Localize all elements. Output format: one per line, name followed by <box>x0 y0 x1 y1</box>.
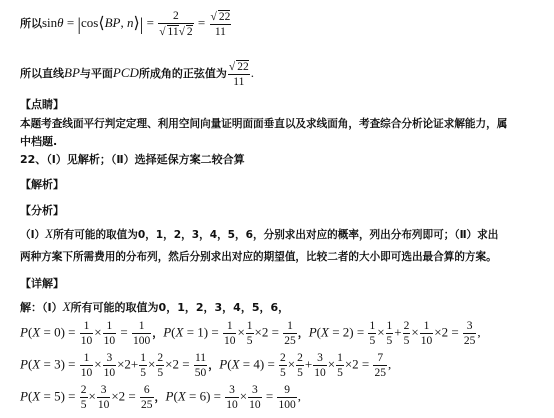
sin-expression: sinθ = <box>42 15 78 30</box>
question-22: 22、（Ⅰ）见解析；（Ⅱ）选择延保方案二较合算 <box>20 153 245 166</box>
frac-sqrt22-over-11-b: $\frac{√ 22}{11}$ <box>228 61 249 88</box>
heading-dianjing: 【点睛】 <box>20 98 64 111</box>
heading-jiexi: 【解析】 <box>20 178 64 191</box>
heading-xiangjie: 【详解】 <box>20 277 64 290</box>
dianjing-text-1: 本题考查线面平行判定定理、利用空间向量证明面面垂直以及求线面角，考查综合分析论证求解能力，属 <box>20 118 508 130</box>
cos-expression: cos <box>81 15 99 30</box>
angle-left: ⟨ <box>98 15 105 32</box>
frac-sqrt22-over-11: $\frac{√ 22}{11}$ <box>210 11 231 38</box>
bp-symbol: BP <box>64 65 80 80</box>
frac-2-over-sqrt: $\frac{2}{√ 11√ 2}$ <box>159 10 193 38</box>
fenxi-text-2: 两种方案下所需费用的分布列，然后分别求出对应的期望值，比较二者的大小即可选出最合算的方案。 <box>20 251 497 263</box>
bp-n: BP <box>104 15 121 30</box>
prob-line-2: P(X = 3) = $\frac{1}{10}$ × $\frac{3}{10}$ ×2+ $\frac{1}{5}$ × $\frac{2}{5}$ ×2 = $\frac{11}{50}$ ，P(X = 4) = $\frac{2}{5}$ × $\frac{2}{5}$ + $\frac{3}{10}$ × $\frac{1}{5}$ ×2 = $\frac{7}{25}$ , <box>20 352 392 379</box>
abs-left: | <box>77 14 82 34</box>
so-label: 所以 <box>20 17 42 30</box>
angle-right: ⟩ <box>133 15 140 32</box>
fenxi-text-1: （Ⅰ）X所有可能的取值为0，1，2，3，4，5，6，分别求出对应的概率，列出分布列即可；（Ⅱ）求出 <box>20 226 499 241</box>
jie-line: 解：（Ⅰ）X所有可能的取值为0，1，2，3，4，5，6， <box>20 299 290 314</box>
heading-fenxi: 【分析】 <box>20 204 64 217</box>
sine-value-line: 所以直线BP与平面PCD所成角的正弦值为 $\frac{√ 22}{11}$ . <box>20 61 254 88</box>
sin-theta-formula: 所以sinθ = |cos⟨BP, n⟩| = $\frac{2}{√ 11√ 2}$ = $\frac{√ 22}{11}$ <box>20 10 231 38</box>
abs-right: | <box>139 14 144 34</box>
prob-line-1: P(X = 0) = $\frac{1}{10}$ × $\frac{1}{10}$ = $\frac{1}{100}$ ，P(X = 1) = $\frac{1}{10}$ × $\frac{1}{5}$ ×2 = $\frac{1}{25}$ ，P(X = 2) = $\frac{1}{5}$ × $\frac{1}{5}$ + $\frac{2}{5}$ × $\frac{1}{10}$ ×2 = $\frac{3}{25}$ , <box>20 320 481 347</box>
prob-line-3: P(X = 5) = $\frac{2}{5}$ × $\frac{3}{10}$ ×2 = $\frac{6}{25}$ ，P(X = 6) = $\frac{3}{10}$ × $\frac{3}{10}$ = $\frac{9}{100}$ , <box>20 384 301 411</box>
dianjing-text-2: 中档题. <box>20 135 58 148</box>
pcd-symbol: PCD <box>112 65 139 80</box>
